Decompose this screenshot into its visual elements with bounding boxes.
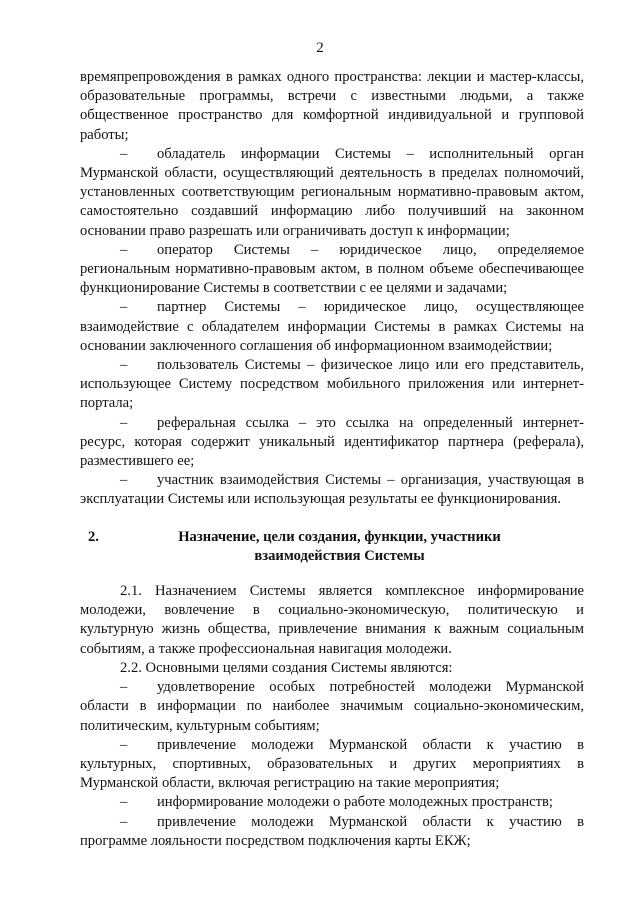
clause-2-1: 2.1. Назначением Системы является комплексное информирование молодежи, вовлечение в социально-экономическую, политическую и культурную жизнь общества, привлечение внимания к важным социальным событиям, а также профессиональная навигация молодежи. bbox=[80, 583, 584, 657]
section-heading bbox=[80, 528, 584, 566]
list-item bbox=[80, 471, 584, 509]
list-dash: – bbox=[120, 299, 128, 316]
list-item bbox=[80, 145, 584, 241]
goal-text: информирование молодежи о работе молодежных пространств; bbox=[157, 794, 553, 811]
document-body bbox=[80, 68, 584, 851]
page-number: 2 bbox=[316, 40, 324, 56]
list-dash: – bbox=[120, 357, 128, 374]
list-dash: – bbox=[120, 145, 128, 162]
list-item bbox=[80, 736, 584, 794]
list-dash: – bbox=[120, 241, 128, 258]
list-dash: – bbox=[120, 794, 128, 811]
definition-text: участник взаимодействия Системы – организация, участвующая в эксплуатации Системы или использующая результаты ее функционирования. bbox=[80, 472, 584, 508]
list-item bbox=[80, 678, 584, 736]
clause-2-2: 2.2. Основными целями создания Системы являются: bbox=[120, 659, 453, 676]
list-item bbox=[80, 356, 584, 414]
list-item bbox=[80, 793, 584, 812]
list-item bbox=[80, 414, 584, 472]
section-title: Назначение, цели создания, функции, участники взаимодействия Системы bbox=[178, 528, 501, 564]
definition-text: партнер Системы – юридическое лицо, осуществляющее взаимодействие с обладателем информации Системы в рамках Системы на основании заключенного соглашения об информационном взаимодействии; bbox=[80, 299, 584, 354]
list-dash: – bbox=[120, 414, 128, 431]
definition-text: оператор Системы – юридическое лицо, определяемое региональным нормативно-правовым актом, в полном объеме обеспечивающее функционирование Системы в соответствии с ее целями и задачами; bbox=[80, 241, 584, 297]
definition-text: обладатель информации Системы – исполнительный орган Мурманской области, осуществляющий деятельность в пределах полномочий, установленных соответствующим региональным нормативно-правовым актом, самостоятельно создавший информацию либо получивший на законном основании право разрешать или ограничивать доступ к информации; bbox=[80, 145, 584, 239]
list-item bbox=[80, 298, 584, 356]
goal-text: привлечение молодежи Мурманской области к участию в культурных, спортивных, образовательных и других мероприятиях в Мурманской области, включая регистрацию на такие мероприятия; bbox=[80, 736, 584, 792]
goal-text: удовлетворение особых потребностей молодежи Мурманской области в информации по наиболее значимым социально-экономическим, политическим, культурным событиям; bbox=[80, 679, 584, 734]
section-number: 2. bbox=[88, 528, 99, 545]
goal-text: привлечение молодежи Мурманской области к участию в программе лояльности посредством подключения карты ЕКЖ; bbox=[80, 813, 584, 849]
list-item bbox=[80, 813, 584, 851]
list-dash: – bbox=[120, 736, 128, 753]
list-item bbox=[80, 241, 584, 299]
list-dash: – bbox=[120, 472, 128, 489]
intro-paragraph: времяпрепровождения в рамках одного пространства: лекции и мастер-классы, образовательные программы, встречи с известными людьми, а также общественное пространство для комфортной индивидуальной и групповой работы; bbox=[80, 69, 584, 143]
goals-list bbox=[80, 678, 584, 851]
list-dash: – bbox=[120, 813, 128, 830]
definition-text: реферальная ссылка – это ссылка на определенный интернет-ресурс, которая содержит уникальный идентификатор партнера (реферала), разместившего ее; bbox=[80, 414, 584, 470]
definition-text: пользователь Системы – физическое лицо или его представитель, использующее Систему посредством мобильного приложения или интернет-портала; bbox=[80, 357, 584, 412]
definitions-list bbox=[80, 145, 584, 510]
list-dash: – bbox=[120, 679, 128, 696]
